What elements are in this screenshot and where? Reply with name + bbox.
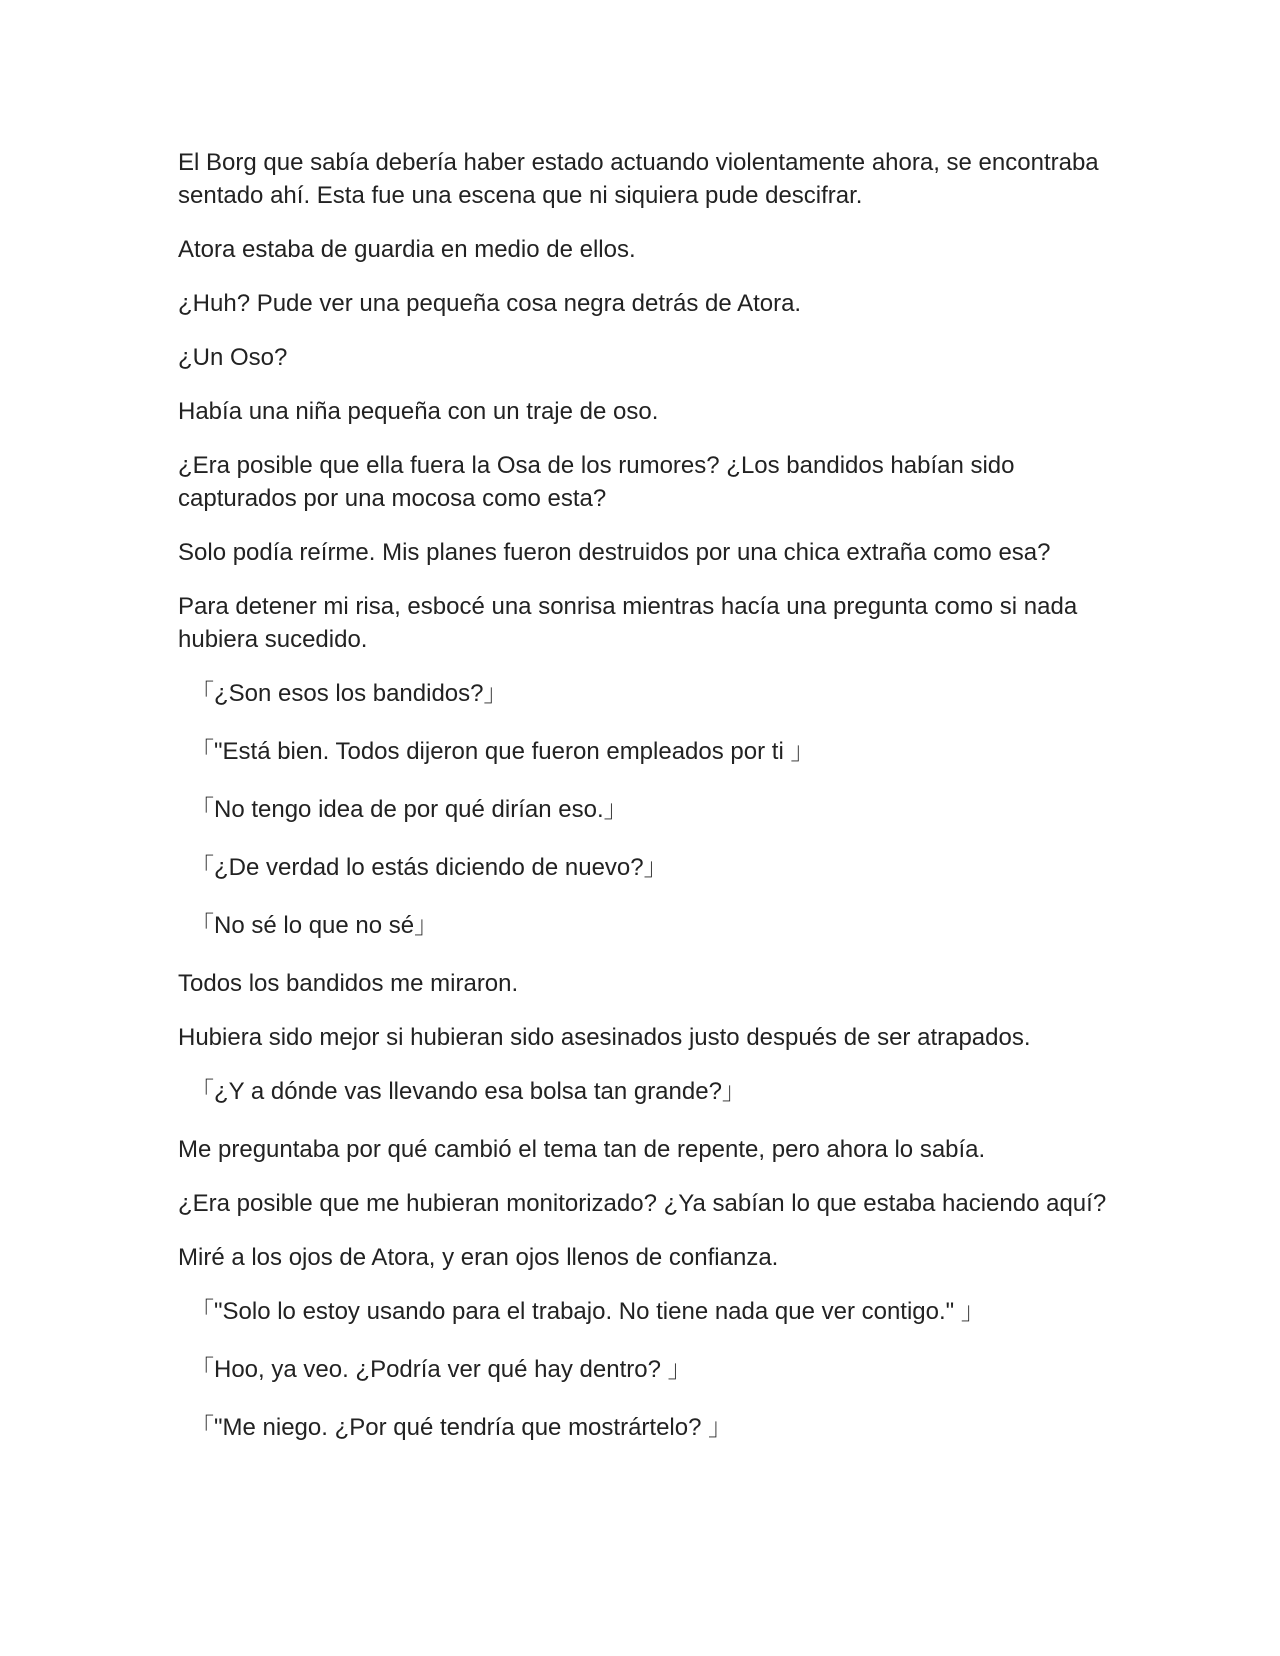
paragraph: Todos los bandidos me miraron. bbox=[178, 970, 519, 997]
dialogue-line: 「¿De verdad lo estás diciendo de nuevo?」 bbox=[190, 854, 668, 881]
dialogue-line: 「No sé lo que no sé」 bbox=[190, 912, 439, 939]
paragraph: Para detener mi risa, esbocé una sonrisa mientras hacía una pregunta como si nada hubiera sucedido. bbox=[178, 593, 1078, 653]
dialogue-line: 「"Me niego. ¿Por qué tendría que mostrártelo? 」 bbox=[190, 1414, 733, 1441]
dialogue-line: 「¿Son esos los bandidos?」 bbox=[190, 680, 508, 707]
paragraph: Solo podía reírme. Mis planes fueron destruidos por una chica extraña como esa? bbox=[178, 539, 1051, 566]
dialogue-line: 「"Está bien. Todos dijeron que fueron empleados por ti 」 bbox=[190, 738, 815, 765]
dialogue-line: 「¿Y a dónde vas llevando esa bolsa tan grande?」 bbox=[190, 1078, 746, 1105]
paragraph: ¿Huh? Pude ver una pequeña cosa negra detrás de Atora. bbox=[178, 290, 802, 317]
dialogue-line: 「"Solo lo estoy usando para el trabajo. No tiene nada que ver contigo." 」 bbox=[190, 1298, 985, 1325]
paragraph: Me preguntaba por qué cambió el tema tan de repente, pero ahora lo sabía. bbox=[178, 1136, 986, 1163]
document-page bbox=[178, 146, 1108, 1469]
paragraph: ¿Era posible que ella fuera la Osa de los rumores? ¿Los bandidos habían sido capturados por una mocosa como esta? bbox=[178, 452, 1015, 512]
paragraph: ¿Un Oso? bbox=[178, 344, 288, 371]
paragraph: El Borg que sabía debería haber estado actuando violentamente ahora, se encontraba sentado ahí. Esta fue una escena que ni siquiera pude descifrar. bbox=[178, 149, 1099, 209]
paragraph: Miré a los ojos de Atora, y eran ojos llenos de confianza. bbox=[178, 1244, 779, 1271]
dialogue-line: 「Hoo, ya veo. ¿Podría ver qué hay dentro? 」 bbox=[190, 1356, 692, 1383]
dialogue-line: 「No tengo idea de por qué dirían eso.」 bbox=[190, 796, 628, 823]
paragraph: Atora estaba de guardia en medio de ellos. bbox=[178, 236, 636, 263]
paragraph: ¿Era posible que me hubieran monitorizado? ¿Ya sabían lo que estaba haciendo aquí? bbox=[178, 1190, 1107, 1217]
paragraph: Hubiera sido mejor si hubieran sido asesinados justo después de ser atrapados. bbox=[178, 1024, 1031, 1051]
paragraph: Había una niña pequeña con un traje de oso. bbox=[178, 398, 659, 425]
